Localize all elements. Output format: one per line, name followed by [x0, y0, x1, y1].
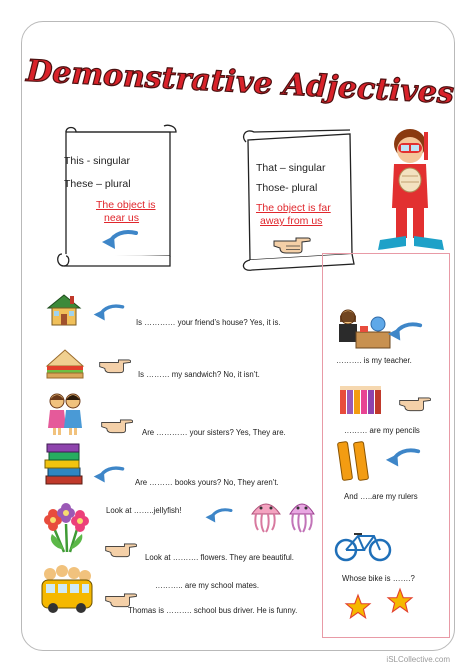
sandwich-picture	[44, 344, 86, 380]
pink-jellyfish-picture	[248, 498, 284, 534]
left-note-line1: The object is	[96, 199, 156, 211]
curved-arrow-icon	[384, 446, 422, 468]
pointing-hand-icon	[272, 234, 312, 254]
diver-boy-illustration	[376, 124, 448, 254]
side-sentence-4: Whose bike is …….?	[342, 574, 415, 583]
left-plural-text: These – plural	[64, 178, 131, 190]
curved-arrow-icon	[204, 506, 234, 524]
right-scroll-card	[238, 126, 362, 274]
left-note-line2: near us	[104, 212, 140, 224]
house-picture	[44, 292, 84, 328]
exercise-sentence-2: Is ……… my sandwich? No, it isn’t.	[138, 370, 260, 379]
teacher-picture	[330, 308, 394, 350]
curved-arrow-icon	[92, 302, 126, 322]
pointing-hand-icon	[104, 540, 138, 558]
sisters-picture	[46, 392, 84, 436]
pointing-hand-icon	[398, 394, 432, 412]
exercise-sentence-4: Are ……… books yours? No, They aren’t.	[135, 478, 279, 487]
exercise-sentence-8: Thomas is ………. school bus driver. He is funny.	[128, 606, 298, 615]
page-title	[25, 50, 455, 120]
svg-text:Demonstrative Adjectives: Demonstrative Adjectives	[25, 53, 455, 112]
books-picture	[42, 444, 86, 488]
right-note-line2: away from us	[260, 215, 323, 227]
right-plural-text: Those- plural	[256, 182, 318, 194]
purple-jellyfish-picture	[286, 498, 318, 534]
exercise-sentence-6: Look at ………. flowers. They are beautiful.	[145, 553, 294, 562]
school-bus-picture	[40, 564, 96, 616]
pencils-picture	[338, 384, 388, 416]
side-sentence-2: ……… are my pencils	[344, 426, 420, 435]
star-icon	[344, 594, 372, 620]
curved-arrow-icon	[386, 320, 424, 342]
side-sentence-3: And …..are my rulers	[344, 492, 418, 501]
left-scroll-card	[52, 124, 178, 272]
exercise-sentence-1: Is ………… your friend’s house? Yes, it is.	[136, 318, 281, 327]
left-singular-text: This - singular	[64, 155, 130, 167]
exercise-sentence-7: ……….. are my school mates.	[155, 581, 259, 590]
pointing-hand-icon	[100, 416, 134, 434]
curved-arrow-icon	[100, 228, 140, 250]
right-note-line1: The object is far	[256, 202, 331, 214]
star-icon	[386, 588, 414, 614]
bike-picture	[334, 528, 392, 562]
curved-arrow-icon	[92, 464, 126, 484]
right-singular-text: That – singular	[256, 162, 326, 174]
pointing-hand-icon	[98, 356, 132, 374]
footer-watermark: iSLCollective.com	[386, 655, 450, 664]
exercise-sentence-5: Look at ……..jellyfish!	[106, 506, 182, 515]
side-sentence-1: ………. is my teacher.	[336, 356, 412, 365]
exercise-sentence-3: Are ………… your sisters? Yes, They are.	[142, 428, 286, 437]
flowers-picture	[40, 504, 94, 556]
rulers-picture	[336, 440, 372, 482]
